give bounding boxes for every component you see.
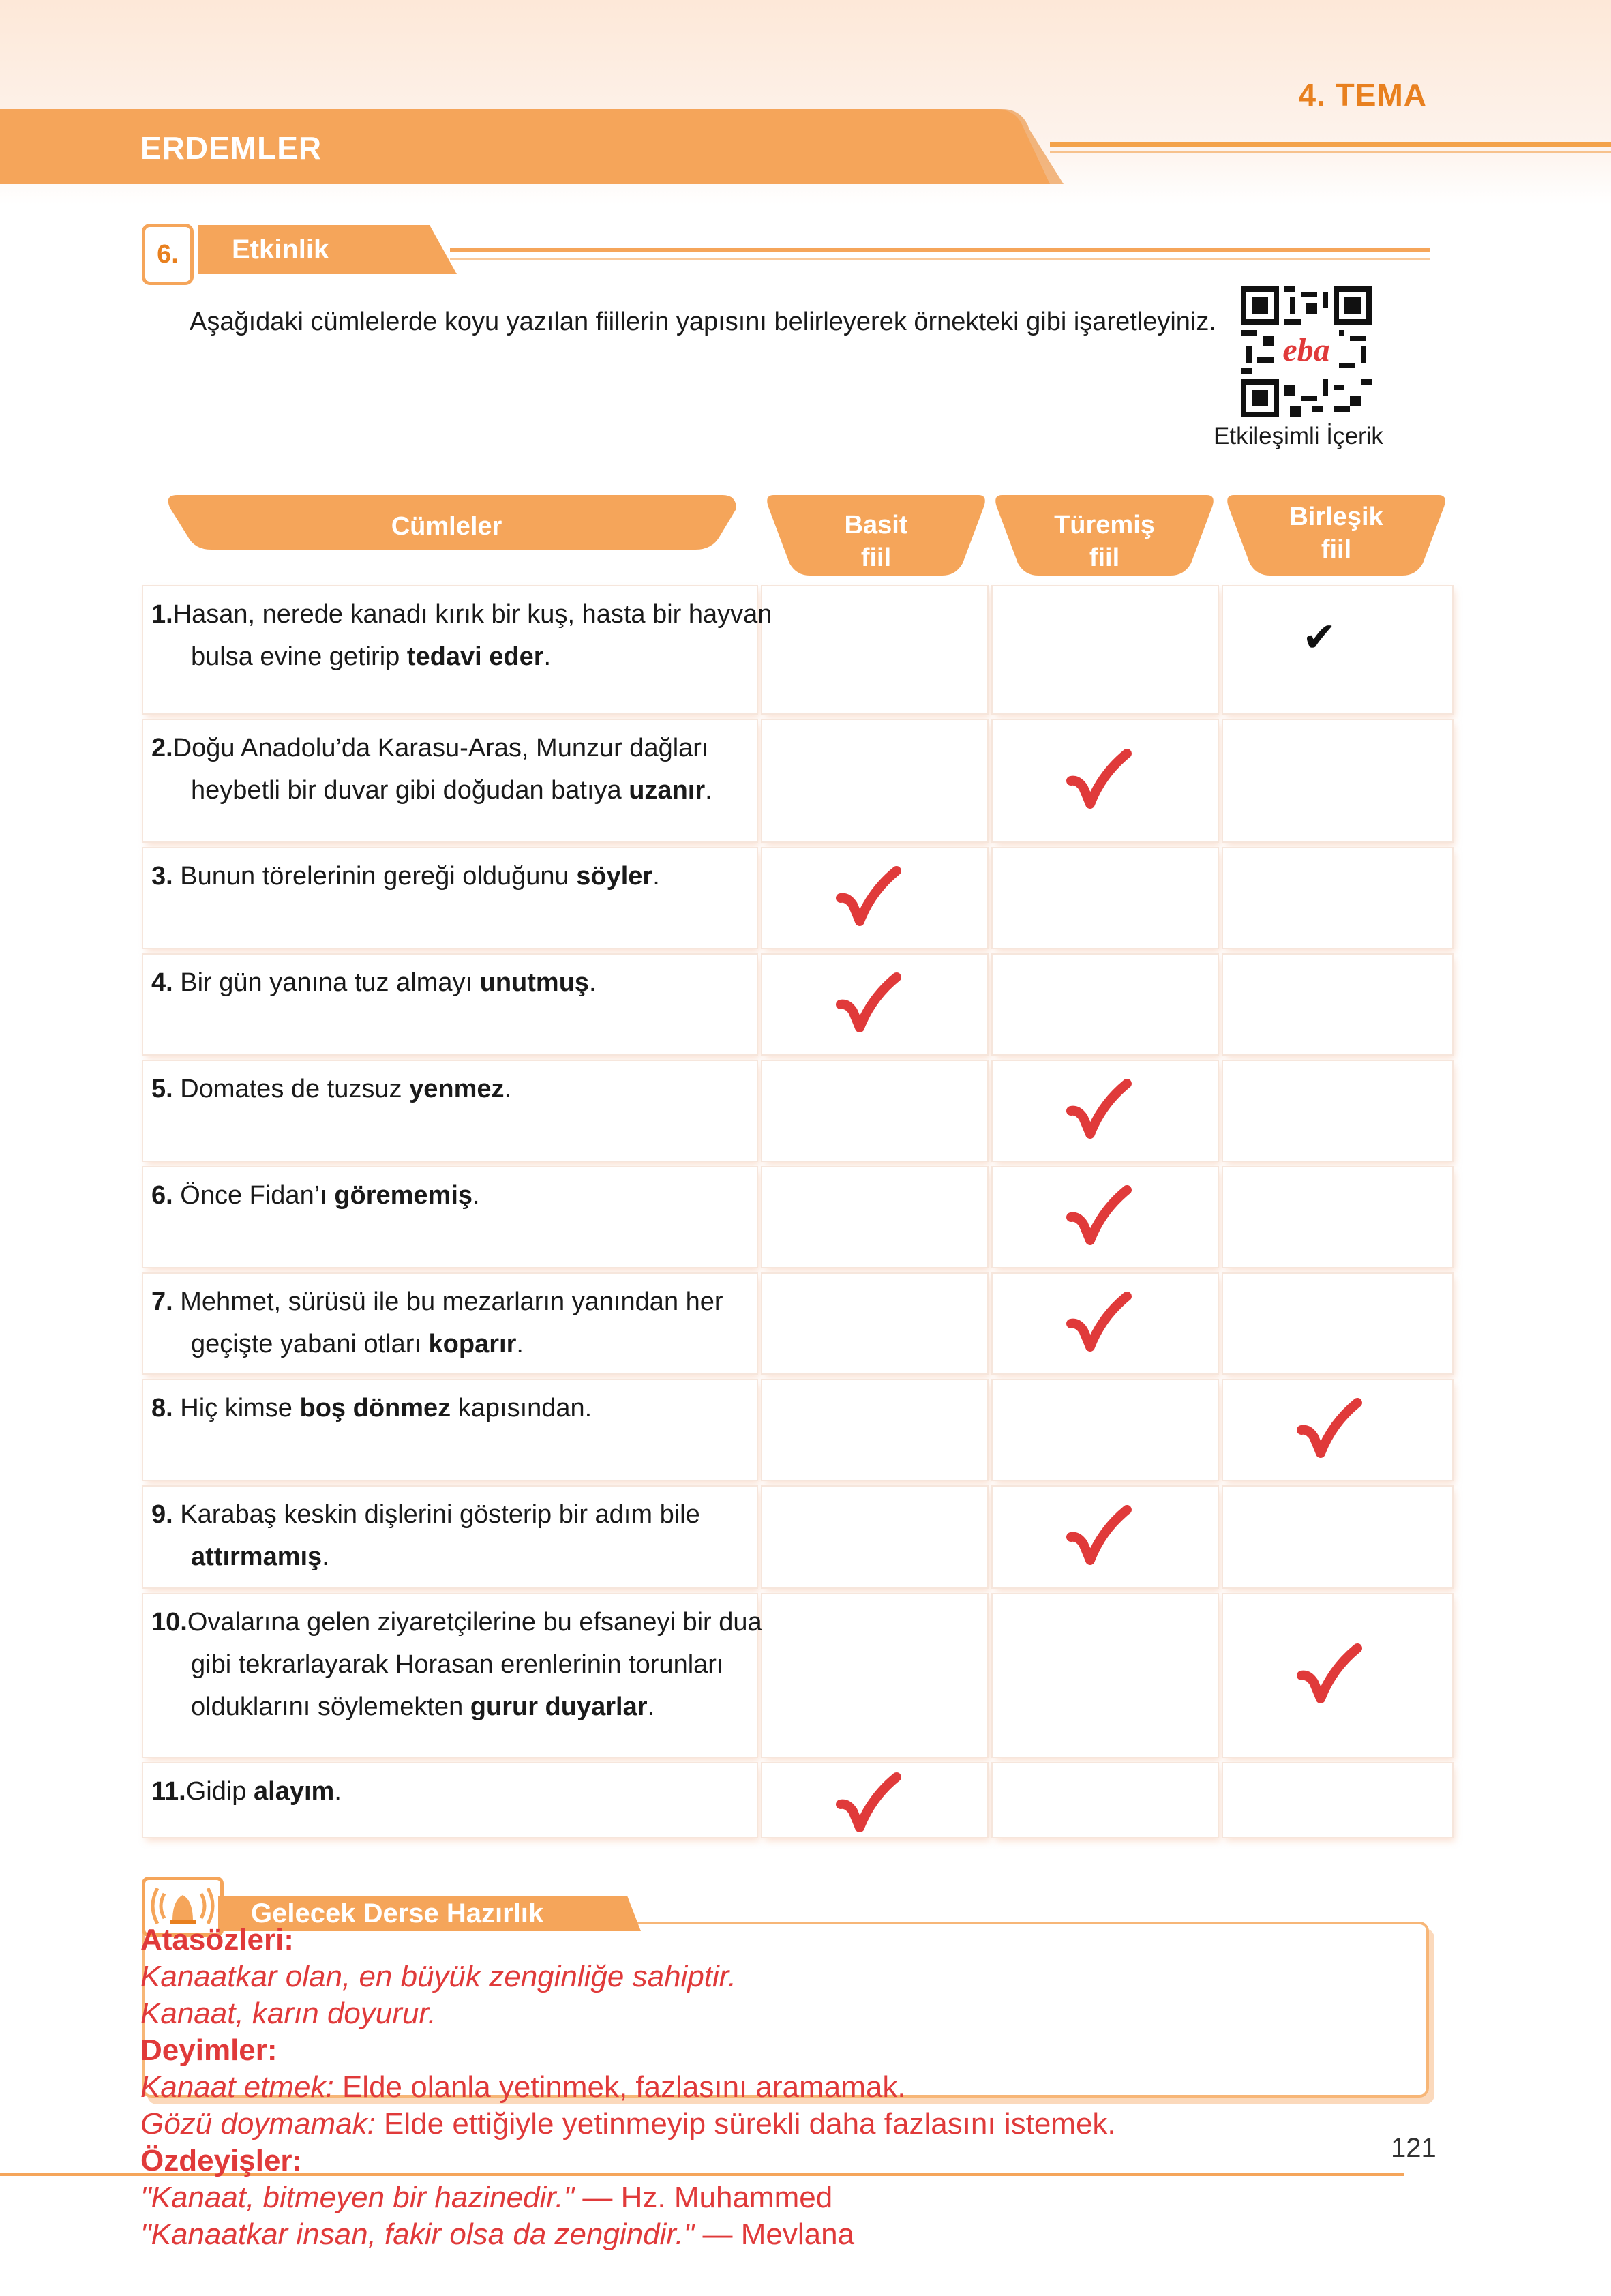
bold-verb: unutmuş (479, 968, 590, 997)
answer-cell[interactable] (762, 1594, 987, 1757)
answer-cell[interactable] (1223, 848, 1452, 948)
red-check-icon (1064, 1503, 1132, 1571)
answer-cell[interactable] (1223, 1167, 1452, 1267)
bold-verb: yenmez (409, 1075, 505, 1103)
notes-idiom-1: Kanaat etmek: Elde olanla yetinmek, fazlasını aramamak. (140, 2070, 906, 2104)
theme-rule-thin (1050, 151, 1611, 153)
sentence-text: 3. Bunun törelerinin gereği olduğunu söyler. (151, 862, 660, 891)
red-check-icon (1295, 1641, 1363, 1710)
answer-cell[interactable] (993, 1594, 1218, 1757)
sentence-number: 2. (151, 734, 173, 762)
answer-cell[interactable] (993, 848, 1218, 948)
bold-verb: söyler (576, 862, 653, 891)
header-turemis: Türemiş fiil (1054, 511, 1155, 572)
theme-rule (1050, 142, 1611, 147)
qr-code[interactable] (1241, 286, 1372, 417)
sentence-text: 4. Bir gün yanına tuz almayı unutmuş. (151, 968, 597, 997)
header-birlesik: Birleşik fiil (1289, 503, 1383, 564)
page-number: 121 (1391, 2133, 1436, 2163)
preparation-title: Gelecek Derse Hazırlık (251, 1898, 544, 1928)
red-check-icon (1295, 1396, 1363, 1464)
notes-saying-2: "Kanaatkar insan, fakir olsa da zengindir." — Mevlana (140, 2218, 855, 2251)
sentence-text: 5. Domates de tuzsuz yenmez. (151, 1075, 512, 1103)
notes-sayings-heading: Özdeyişler: (140, 2144, 303, 2177)
red-check-icon (1064, 747, 1132, 815)
notes-proverb-2: Kanaat, karın doyurur. (140, 1997, 436, 2030)
sentence-text: 11.Gidip alayım. (151, 1777, 342, 1806)
bold-verb: görememiş (334, 1181, 473, 1210)
notes-proverb-1: Kanaatkar olan, en büyük zenginliğe sahiptir. (140, 1960, 737, 1993)
answer-cell[interactable] (1223, 1487, 1452, 1587)
answer-cell[interactable] (1223, 586, 1452, 713)
sentence-number: 4. (151, 968, 173, 997)
section-title: ERDEMLER (140, 130, 322, 166)
bold-verb: attırmamış (191, 1542, 322, 1571)
sentence-number: 10. (151, 1608, 187, 1637)
sentence-number: 9. (151, 1500, 173, 1529)
qr-logo: eba (1282, 331, 1330, 368)
header-sentences: Cümleler (391, 512, 502, 541)
sentence-number: 3. (151, 862, 173, 891)
sentence-number: 6. (151, 1181, 173, 1210)
example-check-icon: ✔ (1302, 614, 1337, 660)
notes-idiom-2: Gözü doymamak: Elde ettiğiyle yetinmeyip sürekli daha fazlasını istemek. (140, 2107, 1116, 2141)
notes-saying-1: "Kanaat, bitmeyen bir hazinedir." — Hz. Muhammed (140, 2181, 833, 2214)
qr-caption: Etkileşimli İçerik (1214, 423, 1383, 449)
red-check-icon (834, 970, 902, 1039)
sentence-text: 10.Ovalarına gelen ziyaretçilerine bu efsaneyi bir dua gibi tekrarlayarak Horasan erenlerinin torunları olduklarını söylemekten gurur duyarlar. (151, 1608, 762, 1721)
sentence-number: 8. (151, 1394, 173, 1422)
answer-cell[interactable] (762, 586, 987, 713)
sentence-number: 5. (151, 1075, 173, 1103)
bold-verb: koparır (428, 1330, 517, 1358)
sentence-number: 11. (151, 1777, 186, 1806)
sentence-text: 6. Önce Fidan’ı görememiş. (151, 1181, 480, 1210)
bold-verb: tedavi eder (406, 642, 544, 671)
red-check-icon (1064, 1077, 1132, 1145)
answer-cell[interactable] (1223, 1061, 1452, 1161)
bold-verb: gurur duyarlar (470, 1693, 648, 1721)
bold-verb: alayım (254, 1777, 335, 1806)
bold-verb: uzanır (629, 776, 706, 805)
activity-title: Etkinlik (232, 235, 329, 265)
notes-idioms-heading: Deyimler: (140, 2033, 277, 2067)
sentence-text: 9. Karabaş keskin dişlerini gösterip bir adım bile attırmamış. (151, 1500, 700, 1571)
answer-cell[interactable] (762, 1380, 987, 1480)
answer-cell[interactable] (762, 1487, 987, 1587)
answer-cell[interactable] (993, 1763, 1218, 1837)
answer-cell[interactable] (1223, 1763, 1452, 1837)
red-check-icon (1064, 1289, 1132, 1358)
sentence-text: 2.Doğu Anadolu’da Karasu-Aras, Munzur dağları heybetli bir duvar gibi doğudan batıya uzanır. (151, 734, 712, 805)
notes-proverbs-heading: Atasözleri: (140, 1923, 294, 1956)
sentence-text: 8. Hiç kimse boş dönmez kapısından. (151, 1394, 592, 1422)
answer-cell[interactable] (762, 1274, 987, 1373)
red-check-icon (834, 864, 902, 932)
answer-cell[interactable] (1223, 1274, 1452, 1373)
bold-verb: boş dönmez (299, 1394, 451, 1422)
answer-cell[interactable] (762, 1167, 987, 1267)
red-check-icon (834, 1770, 902, 1838)
sentence-text: 1.Hasan, nerede kanadı kırık bir kuş, hasta bir hayvan bulsa evine getirip tedavi eder. (151, 600, 772, 671)
answer-cell[interactable] (762, 1061, 987, 1161)
activity-instruction: Aşağıdaki cümlelerde koyu yazılan fiillerin yapısını belirleyerek örnekteki gibi işaretleyiniz. (190, 308, 1216, 336)
answer-cell[interactable] (993, 955, 1218, 1054)
answer-cell[interactable] (993, 1380, 1218, 1480)
red-check-icon (1064, 1183, 1132, 1251)
answer-cell[interactable] (1223, 955, 1452, 1054)
header-basit: Basit fiil (844, 511, 908, 572)
answer-cell[interactable] (1223, 720, 1452, 841)
sentence-number: 1. (151, 600, 173, 629)
sentence-text: 7. Mehmet, sürüsü ile bu mezarların yanından her geçişte yabani otları koparır. (151, 1287, 723, 1358)
activity-number: 6. (142, 224, 194, 285)
answer-cell[interactable] (762, 720, 987, 841)
answer-cell[interactable] (993, 586, 1218, 713)
theme-label: 4. TEMA (1298, 77, 1427, 113)
sentence-number: 7. (151, 1287, 173, 1316)
activity-rule-thin (450, 258, 1430, 260)
activity-rule (450, 248, 1430, 252)
